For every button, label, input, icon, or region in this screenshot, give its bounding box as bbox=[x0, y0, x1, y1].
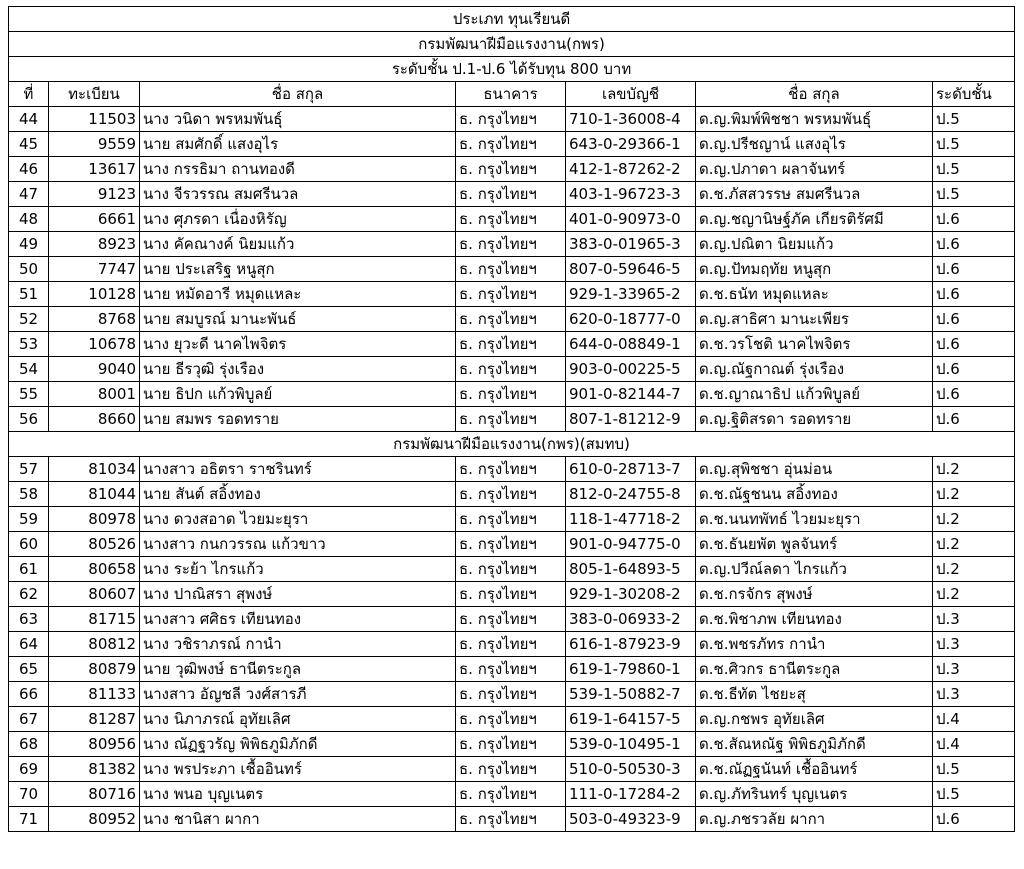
cell-bank: ธ. กรุงไทยฯ bbox=[456, 782, 566, 807]
cell-no: 60 bbox=[9, 532, 49, 557]
cell-registration: 9040 bbox=[49, 357, 140, 382]
cell-bank: ธ. กรุงไทยฯ bbox=[456, 732, 566, 757]
cell-name: นาง พรประภา เชื้ออินทร์ bbox=[140, 757, 456, 782]
cell-child-name: ด.ญ.ณัฐกาณต์ รุ่งเรือง bbox=[696, 357, 933, 382]
scholarship-table bbox=[8, 6, 1015, 832]
title-row-department bbox=[9, 32, 1015, 57]
cell-level: ป.3 bbox=[933, 607, 1015, 632]
cell-no: 62 bbox=[9, 582, 49, 607]
cell-bank: ธ. กรุงไทยฯ bbox=[456, 607, 566, 632]
cell-bank: ธ. กรุงไทยฯ bbox=[456, 357, 566, 382]
cell-name: นางสาว กนกวรรณ แก้วขาว bbox=[140, 532, 456, 557]
cell-bank: ธ. กรุงไทยฯ bbox=[456, 757, 566, 782]
cell-account: 619-1-64157-5 bbox=[566, 707, 696, 732]
section-title: กรมพัฒนาฝีมือแรงงาน(กพร)(สมทบ) bbox=[9, 432, 1015, 457]
cell-bank: ธ. กรุงไทยฯ bbox=[456, 557, 566, 582]
table-row bbox=[9, 282, 1015, 307]
table-row bbox=[9, 632, 1015, 657]
cell-no: 51 bbox=[9, 282, 49, 307]
cell-registration: 81133 bbox=[49, 682, 140, 707]
cell-account: 539-1-50882-7 bbox=[566, 682, 696, 707]
cell-bank: ธ. กรุงไทยฯ bbox=[456, 532, 566, 557]
cell-bank: ธ. กรุงไทยฯ bbox=[456, 382, 566, 407]
cell-name: นาง กรรธิมา ถานทองดี bbox=[140, 157, 456, 182]
cell-child-name: ด.ช.นนทพัทธ์ ไวยมะยุรา bbox=[696, 507, 933, 532]
cell-registration: 8923 bbox=[49, 232, 140, 257]
cell-name: นาง ยุวะดี นาคไพจิตร bbox=[140, 332, 456, 357]
cell-bank: ธ. กรุงไทยฯ bbox=[456, 257, 566, 282]
cell-account: 929-1-33965-2 bbox=[566, 282, 696, 307]
header-account: เลขบัญชี bbox=[566, 82, 696, 107]
table-row bbox=[9, 132, 1015, 157]
cell-bank: ธ. กรุงไทยฯ bbox=[456, 582, 566, 607]
table-row bbox=[9, 482, 1015, 507]
table-row bbox=[9, 707, 1015, 732]
table-row bbox=[9, 782, 1015, 807]
cell-child-name: ด.ญ.กชพร อุทัยเลิศ bbox=[696, 707, 933, 732]
cell-account: 620-0-18777-0 bbox=[566, 307, 696, 332]
cell-no: 63 bbox=[9, 607, 49, 632]
cell-registration: 8768 bbox=[49, 307, 140, 332]
cell-no: 64 bbox=[9, 632, 49, 657]
table-row bbox=[9, 732, 1015, 757]
cell-name: นาง วนิดา พรหมพันธุ์ bbox=[140, 107, 456, 132]
cell-account: 503-0-49323-9 bbox=[566, 807, 696, 832]
cell-no: 45 bbox=[9, 132, 49, 157]
title-level-amount: ระดับชั้น ป.1-ป.6 ได้รับทุน 800 บาท bbox=[9, 57, 1015, 82]
cell-bank: ธ. กรุงไทยฯ bbox=[456, 132, 566, 157]
cell-child-name: ด.ญ.ฐิติสรดา รอดทราย bbox=[696, 407, 933, 432]
cell-child-name: ด.ช.วรโชติ นาคไพจิตร bbox=[696, 332, 933, 357]
cell-no: 71 bbox=[9, 807, 49, 832]
cell-no: 50 bbox=[9, 257, 49, 282]
table-row bbox=[9, 507, 1015, 532]
cell-child-name: ด.ญ.ปวีณ์ลดา ไกรแก้ว bbox=[696, 557, 933, 582]
table-row bbox=[9, 807, 1015, 832]
table-row bbox=[9, 382, 1015, 407]
table-row bbox=[9, 157, 1015, 182]
cell-account: 710-1-36008-4 bbox=[566, 107, 696, 132]
table-row bbox=[9, 582, 1015, 607]
cell-no: 66 bbox=[9, 682, 49, 707]
cell-registration: 80526 bbox=[49, 532, 140, 557]
table-row bbox=[9, 357, 1015, 382]
cell-child-name: ด.ช.พชรภัทร กานำ bbox=[696, 632, 933, 657]
cell-registration: 80607 bbox=[49, 582, 140, 607]
cell-no: 57 bbox=[9, 457, 49, 482]
cell-registration: 7747 bbox=[49, 257, 140, 282]
cell-account: 644-0-08849-1 bbox=[566, 332, 696, 357]
cell-level: ป.5 bbox=[933, 182, 1015, 207]
cell-child-name: ด.ญ.พิมพ์พิชชา พรหมพันธุ์ bbox=[696, 107, 933, 132]
cell-no: 44 bbox=[9, 107, 49, 132]
cell-child-name: ด.ญ.ปัทมฤทัย หนูสุก bbox=[696, 257, 933, 282]
cell-account: 539-0-10495-1 bbox=[566, 732, 696, 757]
cell-name: นาย สันต์ สอิ้งทอง bbox=[140, 482, 456, 507]
cell-name: นาย ธิปก แก้วพิบูลย์ bbox=[140, 382, 456, 407]
cell-level: ป.4 bbox=[933, 732, 1015, 757]
cell-level: ป.6 bbox=[933, 357, 1015, 382]
cell-bank: ธ. กรุงไทยฯ bbox=[456, 482, 566, 507]
cell-level: ป.5 bbox=[933, 132, 1015, 157]
cell-name: นาง ดวงสอาด ไวยมะยุรา bbox=[140, 507, 456, 532]
cell-account: 929-1-30208-2 bbox=[566, 582, 696, 607]
cell-name: นาย ธีรวุฒิ รุ่งเรือง bbox=[140, 357, 456, 382]
cell-registration: 81034 bbox=[49, 457, 140, 482]
header-bank: ธนาคาร bbox=[456, 82, 566, 107]
cell-registration: 9123 bbox=[49, 182, 140, 207]
cell-account: 903-0-00225-5 bbox=[566, 357, 696, 382]
cell-child-name: ด.ช.ศิวกร ธานีตระกูล bbox=[696, 657, 933, 682]
title-scholarship-type: ประเภท ทุนเรียนดี bbox=[9, 7, 1015, 32]
cell-account: 901-0-82144-7 bbox=[566, 382, 696, 407]
cell-name: นาง ศุภรดา เนื่องหิรัญ bbox=[140, 207, 456, 232]
cell-account: 403-1-96723-3 bbox=[566, 182, 696, 207]
cell-name: นาง ปาณิสรา สุพงษ์ bbox=[140, 582, 456, 607]
cell-bank: ธ. กรุงไทยฯ bbox=[456, 282, 566, 307]
cell-registration: 81715 bbox=[49, 607, 140, 632]
cell-child-name: ด.ญ.ปณิตา นิยมแก้ว bbox=[696, 232, 933, 257]
cell-no: 55 bbox=[9, 382, 49, 407]
header-name: ชื่อ สกุล bbox=[140, 82, 456, 107]
cell-no: 53 bbox=[9, 332, 49, 357]
cell-bank: ธ. กรุงไทยฯ bbox=[456, 157, 566, 182]
cell-account: 805-1-64893-5 bbox=[566, 557, 696, 582]
cell-name: นางสาว อัญชลี วงศ์สารภี bbox=[140, 682, 456, 707]
cell-account: 807-1-81212-9 bbox=[566, 407, 696, 432]
cell-no: 61 bbox=[9, 557, 49, 582]
cell-bank: ธ. กรุงไทยฯ bbox=[456, 107, 566, 132]
title-department: กรมพัฒนาฝีมือแรงงาน(กพร) bbox=[9, 32, 1015, 57]
cell-name: นาง วชิราภรณ์ กานำ bbox=[140, 632, 456, 657]
cell-no: 52 bbox=[9, 307, 49, 332]
cell-name: นางสาว อธิตรา ราชรินทร์ bbox=[140, 457, 456, 482]
cell-child-name: ด.ญ.สาธิศา มานะเพียร bbox=[696, 307, 933, 332]
cell-registration: 80879 bbox=[49, 657, 140, 682]
header-registration: ทะเบียน bbox=[49, 82, 140, 107]
table-row bbox=[9, 257, 1015, 282]
cell-registration: 11503 bbox=[49, 107, 140, 132]
cell-registration: 80952 bbox=[49, 807, 140, 832]
cell-no: 69 bbox=[9, 757, 49, 782]
cell-bank: ธ. กรุงไทยฯ bbox=[456, 182, 566, 207]
cell-account: 118-1-47718-2 bbox=[566, 507, 696, 532]
cell-bank: ธ. กรุงไทยฯ bbox=[456, 232, 566, 257]
cell-level: ป.5 bbox=[933, 757, 1015, 782]
table-row bbox=[9, 232, 1015, 257]
cell-no: 47 bbox=[9, 182, 49, 207]
cell-bank: ธ. กรุงไทยฯ bbox=[456, 657, 566, 682]
cell-account: 643-0-29366-1 bbox=[566, 132, 696, 157]
cell-name: นาย สมบูรณ์ มานะพันธ์ bbox=[140, 307, 456, 332]
cell-name: นาง นิภาภรณ์ อุทัยเลิศ bbox=[140, 707, 456, 732]
cell-bank: ธ. กรุงไทยฯ bbox=[456, 707, 566, 732]
cell-level: ป.6 bbox=[933, 232, 1015, 257]
cell-registration: 8001 bbox=[49, 382, 140, 407]
cell-child-name: ด.ช.ธีทัต ไชยะสุ bbox=[696, 682, 933, 707]
cell-level: ป.2 bbox=[933, 507, 1015, 532]
cell-level: ป.6 bbox=[933, 207, 1015, 232]
cell-bank: ธ. กรุงไทยฯ bbox=[456, 407, 566, 432]
cell-level: ป.2 bbox=[933, 457, 1015, 482]
table-row bbox=[9, 682, 1015, 707]
cell-registration: 81044 bbox=[49, 482, 140, 507]
cell-no: 56 bbox=[9, 407, 49, 432]
table-row bbox=[9, 607, 1015, 632]
cell-child-name: ด.ช.ธันยพัต พูลจันทร์ bbox=[696, 532, 933, 557]
cell-name: นาย สมพร รอดทราย bbox=[140, 407, 456, 432]
table-row bbox=[9, 182, 1015, 207]
cell-account: 383-0-06933-2 bbox=[566, 607, 696, 632]
table-row bbox=[9, 557, 1015, 582]
cell-registration: 9559 bbox=[49, 132, 140, 157]
cell-name: นาง ชานิสา ผากา bbox=[140, 807, 456, 832]
cell-level: ป.6 bbox=[933, 282, 1015, 307]
cell-account: 111-0-17284-2 bbox=[566, 782, 696, 807]
cell-name: นาย สมศักดิ์ แสงอุไร bbox=[140, 132, 456, 157]
cell-child-name: ด.ญ.ปภาดา ผลาจันทร์ bbox=[696, 157, 933, 182]
header-child-name: ชื่อ สกุล bbox=[696, 82, 933, 107]
cell-registration: 80716 bbox=[49, 782, 140, 807]
cell-name: นาย หมัดอารี หมุดแหละ bbox=[140, 282, 456, 307]
cell-name: นาง คัคณางค์ นิยมแก้ว bbox=[140, 232, 456, 257]
table-row bbox=[9, 657, 1015, 682]
cell-child-name: ด.ช.พิชาภพ เทียนทอง bbox=[696, 607, 933, 632]
cell-level: ป.6 bbox=[933, 257, 1015, 282]
cell-bank: ธ. กรุงไทยฯ bbox=[456, 507, 566, 532]
table-row bbox=[9, 307, 1015, 332]
cell-account: 616-1-87923-9 bbox=[566, 632, 696, 657]
cell-registration: 13617 bbox=[49, 157, 140, 182]
cell-no: 70 bbox=[9, 782, 49, 807]
cell-no: 59 bbox=[9, 507, 49, 532]
cell-level: ป.6 bbox=[933, 307, 1015, 332]
cell-registration: 10678 bbox=[49, 332, 140, 357]
cell-bank: ธ. กรุงไทยฯ bbox=[456, 807, 566, 832]
cell-account: 807-0-59646-5 bbox=[566, 257, 696, 282]
cell-level: ป.2 bbox=[933, 482, 1015, 507]
cell-registration: 81287 bbox=[49, 707, 140, 732]
cell-registration: 10128 bbox=[49, 282, 140, 307]
cell-level: ป.2 bbox=[933, 557, 1015, 582]
cell-child-name: ด.ช.กรจักร สุพงษ์ bbox=[696, 582, 933, 607]
table-row bbox=[9, 332, 1015, 357]
cell-level: ป.4 bbox=[933, 707, 1015, 732]
cell-child-name: ด.ญ.สุพิชชา อุ่นม่อน bbox=[696, 457, 933, 482]
cell-level: ป.3 bbox=[933, 682, 1015, 707]
cell-child-name: ด.ช.ณัฐชนน สอิ้งทอง bbox=[696, 482, 933, 507]
cell-registration: 80956 bbox=[49, 732, 140, 757]
title-row-level bbox=[9, 57, 1015, 82]
cell-name: นาง ณัฏฐวรัญ พิพิธภูมิภักดี bbox=[140, 732, 456, 757]
cell-bank: ธ. กรุงไทยฯ bbox=[456, 682, 566, 707]
table-row bbox=[9, 207, 1015, 232]
cell-name: นาง ระย้า ไกรแก้ว bbox=[140, 557, 456, 582]
title-row-type bbox=[9, 7, 1015, 32]
cell-child-name: ด.ช.ญาณาธิป แก้วพิบูลย์ bbox=[696, 382, 933, 407]
cell-bank: ธ. กรุงไทยฯ bbox=[456, 332, 566, 357]
cell-no: 46 bbox=[9, 157, 49, 182]
cell-level: ป.3 bbox=[933, 632, 1015, 657]
cell-registration: 80978 bbox=[49, 507, 140, 532]
cell-account: 383-0-01965-3 bbox=[566, 232, 696, 257]
cell-level: ป.3 bbox=[933, 657, 1015, 682]
header-level: ระดับชั้น bbox=[933, 82, 1015, 107]
cell-no: 48 bbox=[9, 207, 49, 232]
cell-account: 812-0-24755-8 bbox=[566, 482, 696, 507]
cell-registration: 80812 bbox=[49, 632, 140, 657]
cell-bank: ธ. กรุงไทยฯ bbox=[456, 632, 566, 657]
cell-registration: 80658 bbox=[49, 557, 140, 582]
cell-name: นาง จีรวรรณ สมศรีนวล bbox=[140, 182, 456, 207]
cell-level: ป.5 bbox=[933, 107, 1015, 132]
cell-name: นางสาว ศศิธร เทียนทอง bbox=[140, 607, 456, 632]
cell-child-name: ด.ญ.ภชรวลัย ผากา bbox=[696, 807, 933, 832]
cell-level: ป.2 bbox=[933, 582, 1015, 607]
cell-registration: 8660 bbox=[49, 407, 140, 432]
section-row bbox=[9, 432, 1015, 457]
cell-level: ป.6 bbox=[933, 332, 1015, 357]
cell-no: 54 bbox=[9, 357, 49, 382]
cell-no: 58 bbox=[9, 482, 49, 507]
cell-no: 49 bbox=[9, 232, 49, 257]
cell-bank: ธ. กรุงไทยฯ bbox=[456, 457, 566, 482]
cell-name: นาง พนอ บุญเนตร bbox=[140, 782, 456, 807]
cell-no: 68 bbox=[9, 732, 49, 757]
cell-child-name: ด.ช.ภัสสวรรษ สมศรีนวล bbox=[696, 182, 933, 207]
header-no: ที่ bbox=[9, 82, 49, 107]
cell-no: 65 bbox=[9, 657, 49, 682]
cell-account: 510-0-50530-3 bbox=[566, 757, 696, 782]
cell-bank: ธ. กรุงไทยฯ bbox=[456, 307, 566, 332]
table-row bbox=[9, 757, 1015, 782]
cell-child-name: ด.ช.สัณหณัฐ พิพิธภูมิภักดี bbox=[696, 732, 933, 757]
cell-account: 401-0-90973-0 bbox=[566, 207, 696, 232]
cell-child-name: ด.ญ.ภัทรินทร์ บุญเนตร bbox=[696, 782, 933, 807]
cell-level: ป.6 bbox=[933, 407, 1015, 432]
cell-level: ป.2 bbox=[933, 532, 1015, 557]
table-row bbox=[9, 532, 1015, 557]
cell-account: 412-1-87262-2 bbox=[566, 157, 696, 182]
cell-account: 901-0-94775-0 bbox=[566, 532, 696, 557]
cell-account: 619-1-79860-1 bbox=[566, 657, 696, 682]
cell-name: นาย ประเสริฐ หนูสุก bbox=[140, 257, 456, 282]
cell-level: ป.5 bbox=[933, 782, 1015, 807]
cell-child-name: ด.ญ.ปรีชญาน์ แสงอุไร bbox=[696, 132, 933, 157]
cell-child-name: ด.ช.ธนัท หมุดแหละ bbox=[696, 282, 933, 307]
cell-registration: 81382 bbox=[49, 757, 140, 782]
cell-child-name: ด.ช.ณัฏฐนันท์ เชื้ออินทร์ bbox=[696, 757, 933, 782]
cell-level: ป.6 bbox=[933, 807, 1015, 832]
cell-bank: ธ. กรุงไทยฯ bbox=[456, 207, 566, 232]
cell-name: นาย วุฒิพงษ์ ธานีตระกูล bbox=[140, 657, 456, 682]
table-row bbox=[9, 457, 1015, 482]
cell-registration: 6661 bbox=[49, 207, 140, 232]
cell-account: 610-0-28713-7 bbox=[566, 457, 696, 482]
cell-level: ป.5 bbox=[933, 157, 1015, 182]
table-row bbox=[9, 407, 1015, 432]
table-row bbox=[9, 107, 1015, 132]
header-row bbox=[9, 82, 1015, 107]
cell-no: 67 bbox=[9, 707, 49, 732]
cell-child-name: ด.ญ.ชญานิษฐ์ภัค เกียรติรัศมี bbox=[696, 207, 933, 232]
cell-level: ป.6 bbox=[933, 382, 1015, 407]
